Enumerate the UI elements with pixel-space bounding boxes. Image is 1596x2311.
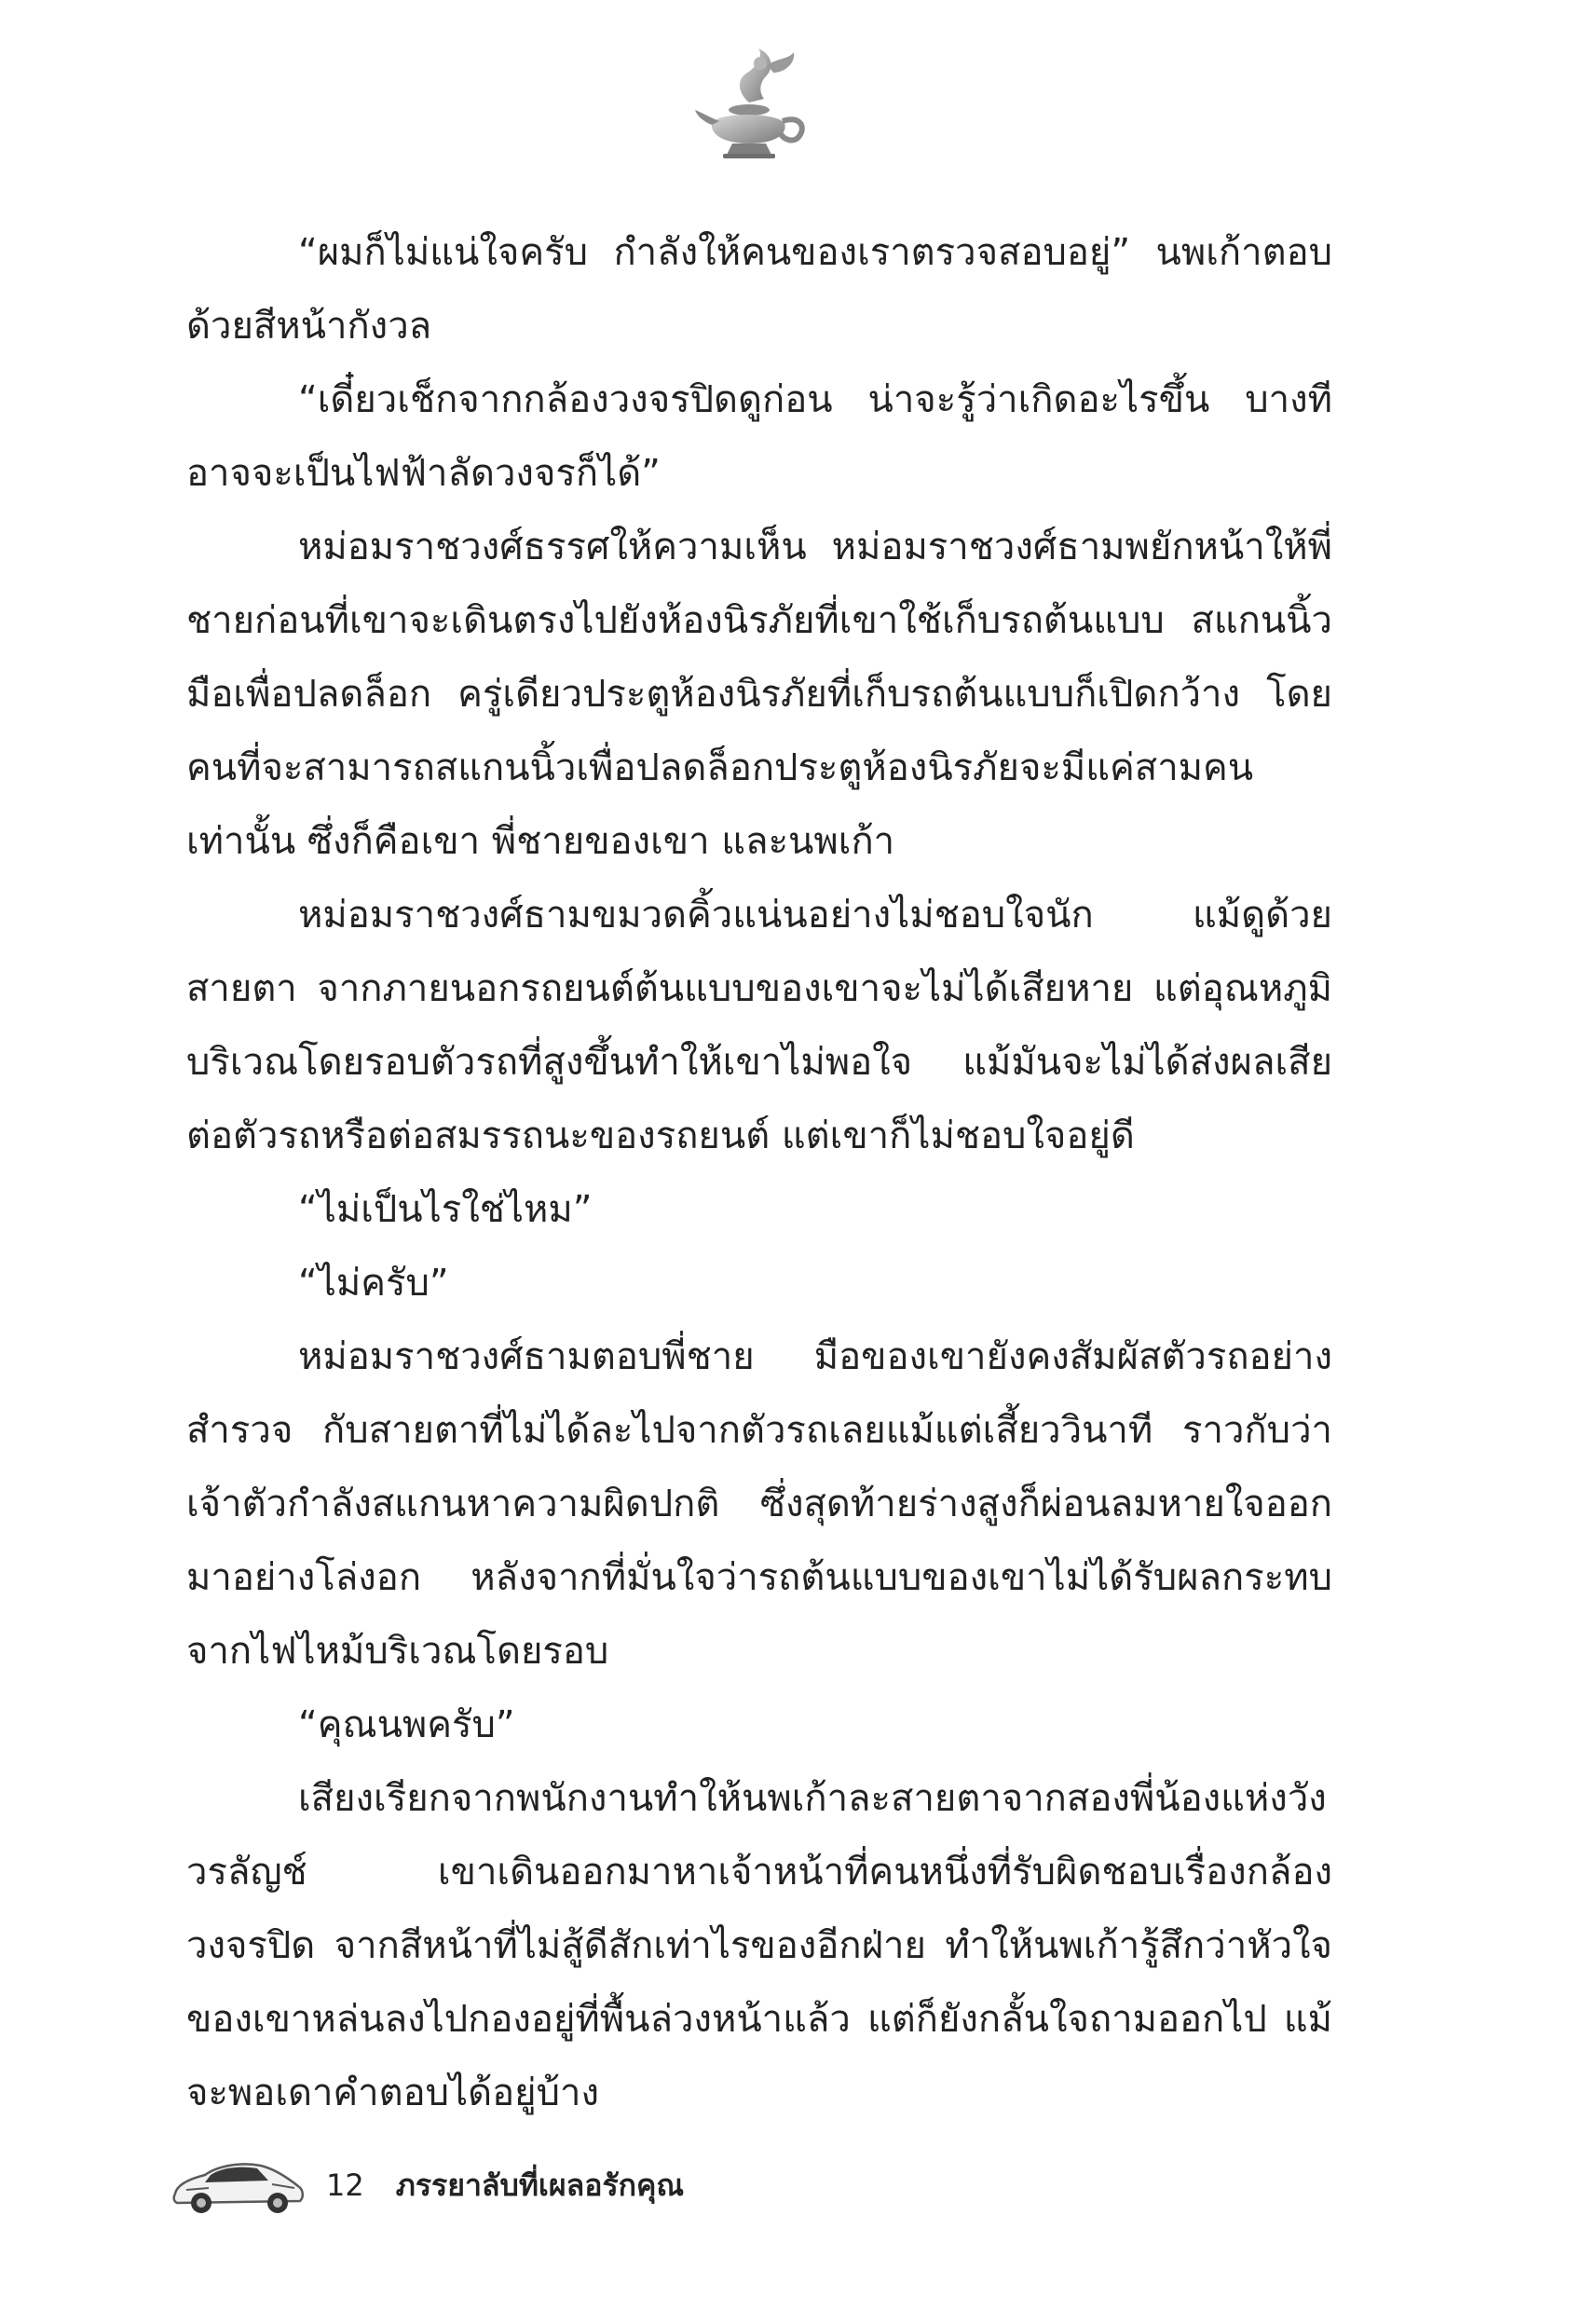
paragraph: เสียงเรียกจากพนักงานทำให้นพเก้าละสายตาจากสองพี่น้องแห่งวังวรลัญช์ เขาเดินออกมาหาเจ้าหน้าที่คนหนึ่งที่รับผิดชอบเรื่องกล้องวงจรปิด จากสีหน้าที่ไม่สู้ดีสักเท่าไรของอีกฝ่าย ทำให้นพเก้ารู้สึกว่าหัวใจของเขาหล่นลงไปกองอยู่ที่พื้นล่วงหน้าแล้ว แต่ก็ยังกลั้นใจถามออกไป แม้จะพอเดาคำตอบได้อยู่บ้าง <box>186 1777 1332 2114</box>
paragraph: หม่อมราชวงศ์ธามตอบพี่ชาย มือของเขายังคงสัมผัสตัวรถอย่างสำรวจ กับสายตาที่ไม่ได้ละไปจากตัวรถเลยแม้แต่เสี้ยววินาที ราวกับว่าเจ้าตัวกำลังสแกนหาความผิดปกติ ซึ่งสุดท้ายร่างสูงก็ผ่อนลมหายใจออกมาอย่างโล่งอก หลังจากที่มั่นใจว่ารถต้นแบบของเขาไม่ได้รับผลกระทบจากไฟไหม้บริเวณโดยรอบ <box>186 1335 1332 1673</box>
dialogue-line: “คุณนพครับ” <box>298 1703 515 1746</box>
paragraph: หม่อมราชวงศ์ธรรศให้ความเห็น หม่อมราชวงศ์ธามพยักหน้าให้พี่ชายก่อนที่เขาจะเดินตรงไปยังห้องนิรภัยที่เขาใช้เก็บรถต้นแบบ สแกนนิ้วมือเพื่อปลดล็อก ครู่เดียวประตูห้องนิรภัยที่เก็บรถต้นแบบก็เปิดกว้าง โดยคนที่จะสามารถสแกนนิ้วเพื่อปลดล็อกประตูห้องนิรภัยจะมีแค่สามคนเท่านั้น ซึ่งก็คือเขา พี่ชายของเขา และนพเก้า <box>186 526 1332 863</box>
dialogue-line: “ไม่เป็นไรใช่ไหม” <box>298 1188 593 1231</box>
chapter-body <box>186 216 1332 2130</box>
dialogue-line: “ไม่ครับ” <box>298 1262 449 1305</box>
car-icon <box>168 2153 307 2218</box>
paragraph: “ผมก็ไม่แน่ใจครับ กำลังให้คนของเราตรวจสอบอยู่” นพเก้าตอบด้วยสีหน้ากังวล <box>186 231 1332 348</box>
page-footer <box>168 2153 684 2218</box>
paragraph: หม่อมราชวงศ์ธามขมวดคิ้วแน่นอย่างไม่ชอบใจนัก แม้ดูด้วยสายตา จากภายนอกรถยนต์ต้นแบบของเขาจะไม่ได้เสียหาย แต่อุณหภูมิบริเวณโดยรอบตัวรถที่สูงขึ้นทำให้เขาไม่พอใจ แม้มันจะไม่ได้ส่งผลเสียต่อตัวรถหรือต่อสมรรถนะของรถยนต์ แต่เขาก็ไม่ชอบใจอยู่ดี <box>186 894 1332 1157</box>
page-number: 12 <box>326 2167 364 2203</box>
book-title: ภรรยาลับที่เผลอรักคุณ <box>395 2167 685 2203</box>
genie-lamp-icon <box>691 47 812 163</box>
paragraph: “เดี๋ยวเช็กจากกล้องวงจรปิดดูก่อน น่าจะรู้ว่าเกิดอะไรขึ้น บางทีอาจจะเป็นไฟฟ้าลัดวงจรก็ได้” <box>186 378 1332 495</box>
